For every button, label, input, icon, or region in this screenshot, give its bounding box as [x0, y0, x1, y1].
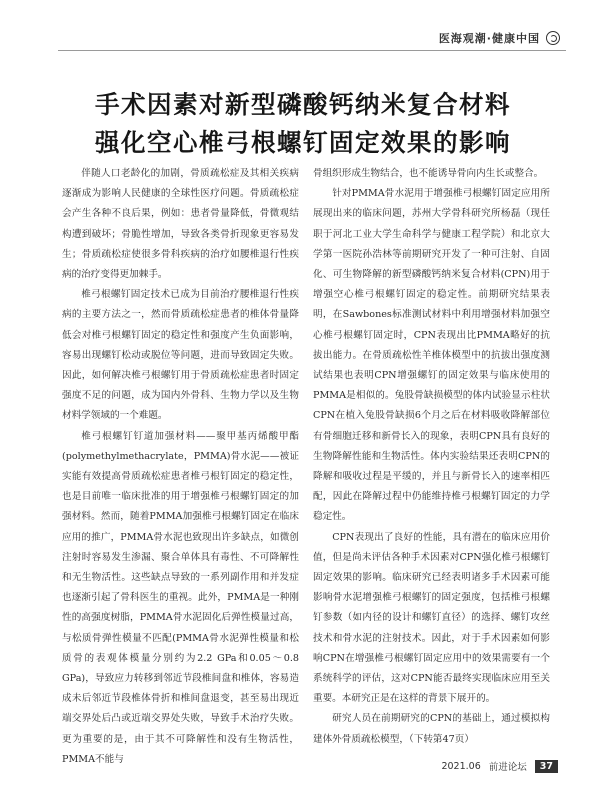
paragraph: 伴随人口老龄化的加剧，骨质疏松症及其相关疾病逐渐成为影响人民健康的全球性医疗问题。骨质疏松症会产生各种不良后果，例如：患者骨量降低，骨微观结构遭到破坏；骨脆性增加，导致各类骨折现象更容易发生；骨质疏松症使很多骨科疾病的治疗如腰椎退行性疾病的治疗变得更加棘手。	[62, 168, 299, 281]
magazine-logo-icon	[546, 31, 560, 45]
journal-name: 前进论坛	[488, 762, 527, 773]
paragraph: 椎弓根螺钉固定技术已成为目前治疗腰椎退行性疾病的主要方法之一，然而骨质疏松症患者的椎体骨量降低会对椎弓根螺钉固定的稳定性和强度产生负面影响，容易出现螺钉松动或脱位等问题，进而导致固定失败。因此，如何解决椎弓根螺钉用于骨质疏松症患者时固定强度不足的问题，成为国内外骨科、生物力学以及生物材料学领域的一个难题。	[62, 289, 299, 422]
running-header-title: 医海观潮·健康中国	[438, 32, 540, 45]
page-number: 37	[535, 760, 558, 773]
article-title-line-1: 手术因素对新型磷酸钙纳米复合材料	[95, 90, 511, 119]
header-divider	[58, 50, 566, 51]
paragraph: CPN表现出了良好的性能，具有潜在的临床应用价值，但是尚未评估各种手术因素对CPN强化椎弓根螺钉固定效果的影响。临床研究已经表明诸多手术因素可能影响骨水泥增强椎弓根螺钉的固定强度，包括椎弓根螺钉参数（如内径的设计和螺钉直径）的选择、螺钉攻丝技术和骨水泥的注射技术。因此，对于手术因素如何影响CPN在增强椎弓根螺钉固定应用中的效果需要有一个系统科学的评估，这对CPN能否最终实现临床应用至关重要。本研究正是在这样的背景下展开的。	[313, 531, 550, 705]
body-column-right	[313, 164, 550, 750]
body-column-left	[62, 164, 299, 770]
article-title	[0, 86, 606, 162]
article-title-line-2: 强化空心椎弓根螺钉固定效果的影响	[95, 128, 511, 157]
page-footer	[441, 758, 558, 774]
running-header	[439, 28, 560, 48]
paragraph: 椎弓根螺钉钉道加强材料——聚甲基丙烯酸甲酯(polymethylmethacrylate，PMMA)骨水泥——被证实能有效提高骨质疏松症患者椎弓根钉固定的稳定性，也是目前唯一临床批准的用于增强椎弓根螺钉固定的加强材料。然而，随着PMMA加强椎弓根螺钉固定在临床应用的推广，PMMA骨水泥也致现出许多缺点，如微创注射时容易发生渗漏、聚合单体具有毒性、不可降解性和无生物活性。这些缺点导致的一系列副作用和并发症也逐渐引起了骨科医生的重视。此外，PMMA是一种刚性的高强度树脂，PMMA骨水泥固化后弹性模量过高，与松质骨弹性模量不匹配(PMMA骨水泥弹性模量和松质骨的表观体模量分别约为2.2 GPa和0.05～0.8 GPa)，导致应力转移到邻近节段椎间盘和椎体，容易造成未后邻近节段椎体骨折和椎间盘退变，甚至易出现近端交界处后凸或近端交界处失败，导致手术治疗失败。更为重要的是，由于其不可降解性和没有生物活性，PMMA不能与	[62, 430, 299, 765]
issue-date: 2021.06	[441, 760, 481, 772]
paragraph: 针对PMMA骨水泥用于增强椎弓根螺钉固定应用所展现出来的临床问题，苏州大学骨科研究所杨磊（现任职于河北工业大学生命科学与健康工程学院）和北京大学第一医院孙浩林等前期研究开发了一种可注射、自固化、可生物降解的新型磷酸钙纳米复合材料(CPN)用于增强空心椎弓根螺钉固定的稳定性。前期研究结果表明，在Sawbones标准测试材料中利用增强材料加强空心椎弓根螺钉固定时，CPN表现出比PMMA略好的抗拔出能力。在骨质疏松性羊椎体模型中的抗拔出强度测试结果也表明CPN增强螺钉的固定效果与临床使用的PMMA是相似的。兔股骨缺损模型的体内试验显示柱状CPN在植入兔股骨缺损6个月之后在材料吸收降解部位有骨细胞迁移和新骨长入的现象，表明CPN具有良好的生物降解性能和生物活性。体内实验结果还表明CPN的降解和吸收过程是平缓的，并且与新骨长入的速率相匹配，因此在降解过程中仍能维持椎弓根螺钉固定的力学稳定性。	[313, 188, 550, 523]
paragraph: 研究人员在前期研究的CPN的基础上，通过模拟构建体外骨质疏松模型，（下转第47页）	[313, 713, 550, 745]
paragraph-continued: 骨组织形成生物结合，也不能诱导骨向内生长或整合。	[313, 168, 544, 179]
